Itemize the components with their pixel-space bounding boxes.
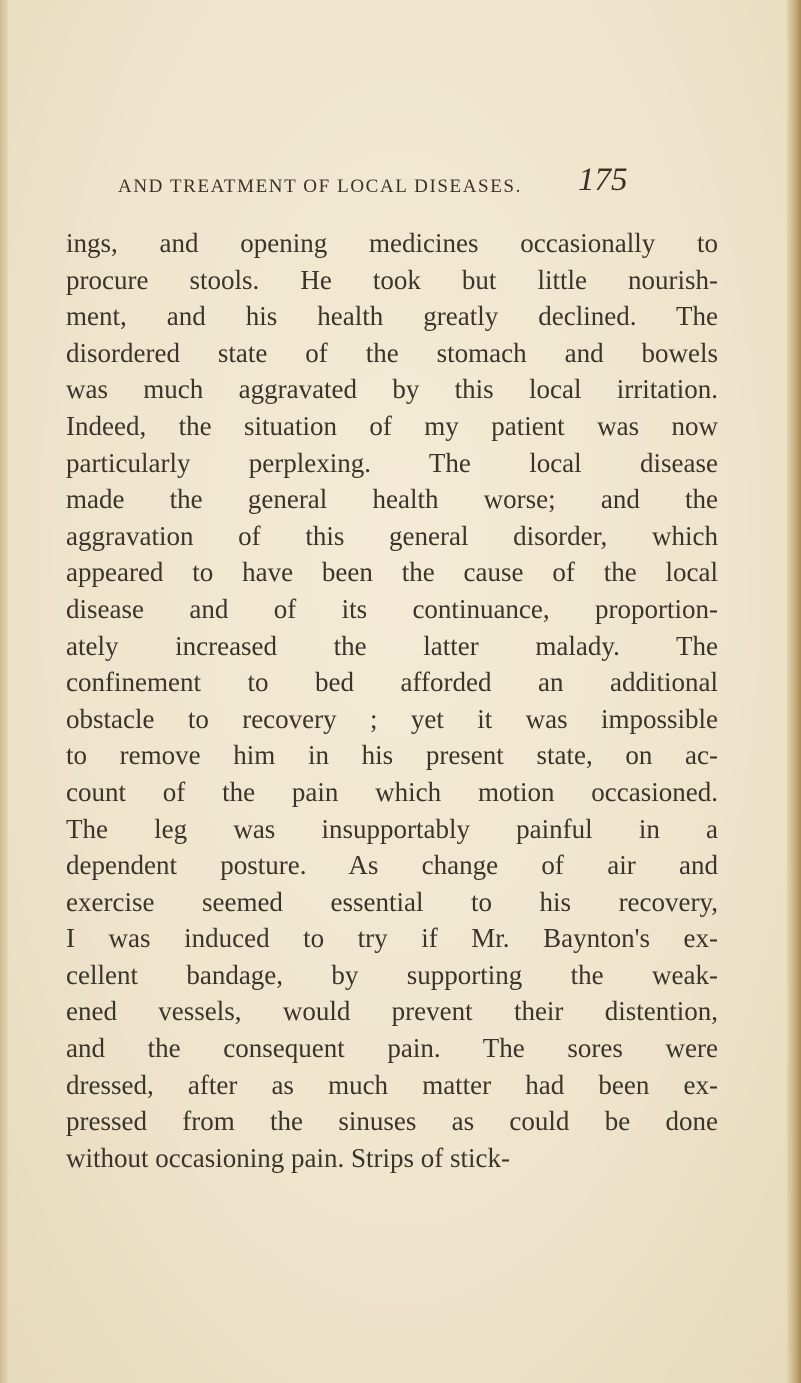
running-head [0, 158, 801, 202]
running-head-title: AND TREATMENT OF LOCAL DISEASES. [118, 176, 522, 197]
text-line: confinement to bed afforded an additional [66, 667, 718, 698]
page-right-edge [787, 0, 801, 1383]
text-line: ings, and opening medicines occasionally to [66, 228, 718, 258]
text-line: and the consequent pain. The sores were [66, 1033, 718, 1064]
body-text [66, 225, 718, 1176]
text-line: made the general health worse; and the [66, 484, 718, 515]
text-line: disease and of its continuance, proportion- [66, 593, 718, 624]
text-line: to remove him in his present state, on ac- [66, 740, 718, 771]
text-line: appeared to have been the cause of the local [66, 557, 718, 588]
text-line: without occasioning pain. Strips of stick- [66, 1142, 510, 1173]
text-line: I was induced to try if Mr. Baynton's ex- [66, 923, 718, 954]
text-line: pressed from the sinuses as could be done [66, 1106, 718, 1137]
text-line: dependent posture. As change of air and [66, 850, 718, 881]
text-line: aggravation of this general disorder, which [66, 520, 718, 551]
text-line: obstacle to recovery ; yet it was impossible [66, 703, 718, 734]
text-line: ately increased the latter malady. The [66, 630, 718, 661]
text-line: Indeed, the situation of my patient was now [66, 410, 718, 441]
text-line: procure stools. He took but little nourish- [66, 264, 718, 295]
text-line: disordered state of the stomach and bowels [66, 337, 718, 368]
text-line: ened vessels, would prevent their distention, [66, 996, 718, 1027]
text-line: ment, and his health greatly declined. The [66, 301, 718, 332]
text-line: cellent bandage, by supporting the weak- [66, 959, 718, 990]
text-line: count of the pain which motion occasioned. [66, 776, 718, 807]
text-line: was much aggravated by this local irritation. [66, 374, 718, 405]
text-line: dressed, after as much matter had been ex- [66, 1069, 718, 1100]
text-line: particularly perplexing. The local disease [66, 447, 718, 478]
text-line: exercise seemed essential to his recovery, [66, 886, 718, 917]
page-number: 175 [578, 162, 628, 198]
text-line: The leg was insupportably painful in a [66, 813, 718, 844]
page-left-edge [0, 0, 8, 1383]
